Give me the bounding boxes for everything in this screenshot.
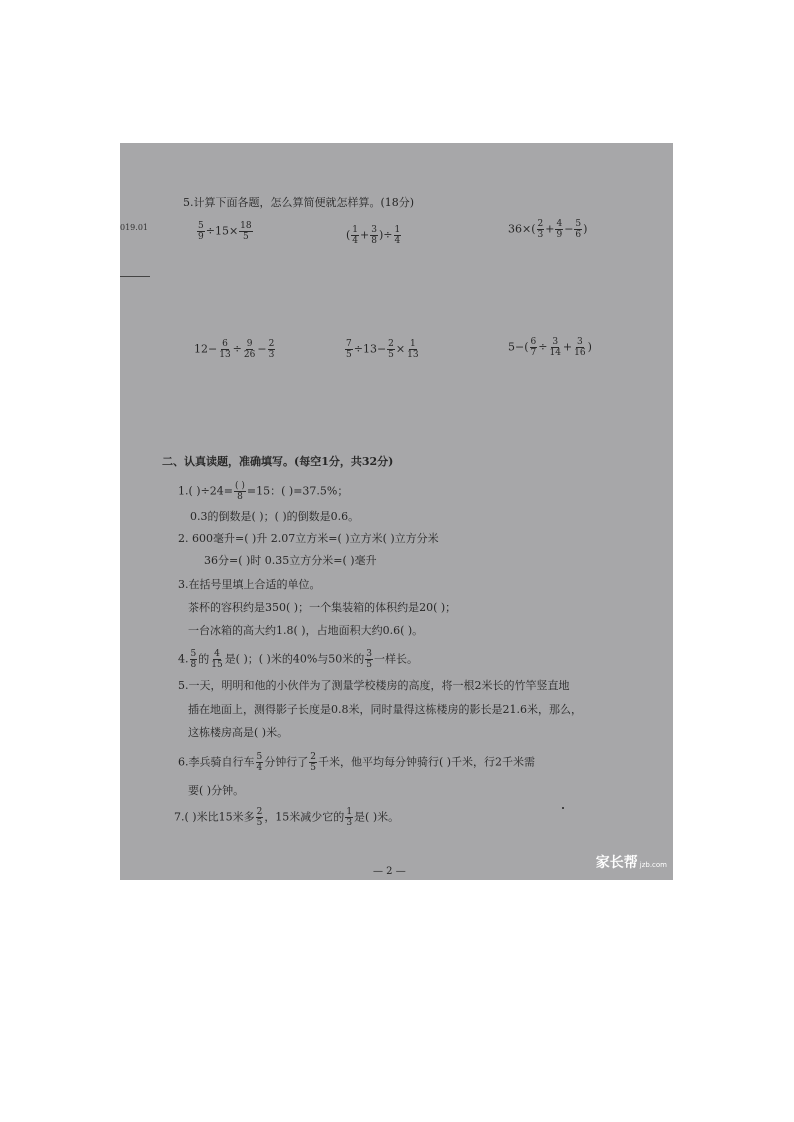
side-date-text: 019.01 bbox=[120, 223, 148, 232]
fill-q3-line3: 一台冰箱的高大约1.8( )，占地面积大约0.6( )。 bbox=[188, 624, 424, 637]
calc-expression-3: 36×( $\frac{2}{3}$ + $\frac{4}{9}$ − $\frac{5}{6}$ ) bbox=[508, 219, 588, 240]
calc-expression-2: ( $\frac{1}{4}$ + $\frac{3}{8}$ )÷ $\frac{1}{4}$ bbox=[346, 225, 401, 246]
fill-q4: 4. $\frac{5}{8}$ 的 $\frac{4}{15}$ 是( )；( )米的40%与50米的 $\frac{3}{5}$ 一样长。 bbox=[178, 649, 419, 670]
fill-q2-line2: 36分=( )时 0.35立方分米=( )毫升 bbox=[204, 554, 377, 567]
fill-q1-line1: 1.( )÷24= $\frac{( )}{8}$ =15：( )=37.5%； bbox=[178, 481, 349, 502]
side-divider bbox=[120, 276, 150, 277]
calc-expression-6: 5−( $\frac{6}{7}$ ÷ $\frac{3}{14}$ + $\frac{3}{16}$ ) bbox=[508, 337, 592, 358]
fill-q5-line3: 这栋楼房高是( )米。 bbox=[188, 726, 289, 739]
fill-q6-line1: 6.李兵骑自行车 $\frac{5}{4}$ 分钟行了 $\frac{2}{5}$ 千米，他平均每分钟骑行( )千米，行2千米需 bbox=[178, 752, 536, 773]
fill-q5-line1: 5.一天，明明和他的小伙伴为了测量学校楼房的高度，将一根2米长的竹竿竖直地 bbox=[178, 679, 570, 692]
fill-q7: 7.( )米比15米多 $\frac{2}{5}$ ，15米减少它的 $\frac{1}{3}$ 是( )米。 bbox=[174, 807, 400, 828]
page-number: — 2 — bbox=[373, 866, 406, 877]
fill-q3-line1: 3.在括号里填上合适的单位。 bbox=[178, 578, 321, 591]
calc-expression-5: $\frac{7}{5}$ ÷13− $\frac{2}{5}$ × $\frac{1}{13}$ bbox=[346, 339, 419, 360]
section-2-title: 二、认真读题，准确填写。(每空1分，共32分) bbox=[162, 455, 394, 468]
exam-page-photo bbox=[120, 143, 673, 880]
fill-q6-line2: 要( )分钟。 bbox=[188, 784, 245, 797]
calc-expression-4: 12− $\frac{6}{13}$ ÷ $\frac{9}{26}$ − $\frac{2}{3}$ bbox=[194, 339, 275, 360]
watermark-logo bbox=[596, 852, 667, 872]
calc-expression-1: $\frac{5}{9}$ ÷15× $\frac{18}{5}$ bbox=[198, 221, 252, 242]
fill-q1-line2: 0.3的倒数是( )；( )的倒数是0.6。 bbox=[190, 510, 360, 523]
speck-mark bbox=[562, 807, 564, 809]
fill-q3-line2: 茶杯的容积约是350( )；一个集装箱的体积约是20( )； bbox=[188, 601, 457, 614]
fill-q5-line2: 插在地面上，测得影子长度是0.8米，同时量得这栋楼房的影长是21.6米，那么， bbox=[188, 703, 582, 716]
q5-title: 5.计算下面各题，怎么算简便就怎样算。(18分) bbox=[183, 196, 415, 209]
logo-sub-text: jzb.com bbox=[639, 861, 667, 869]
fill-q2-line1: 2. 600毫升=( )升 2.07立方米=( )立方米( )立方分米 bbox=[178, 532, 439, 545]
logo-main-text: 家长帮 bbox=[595, 855, 638, 871]
